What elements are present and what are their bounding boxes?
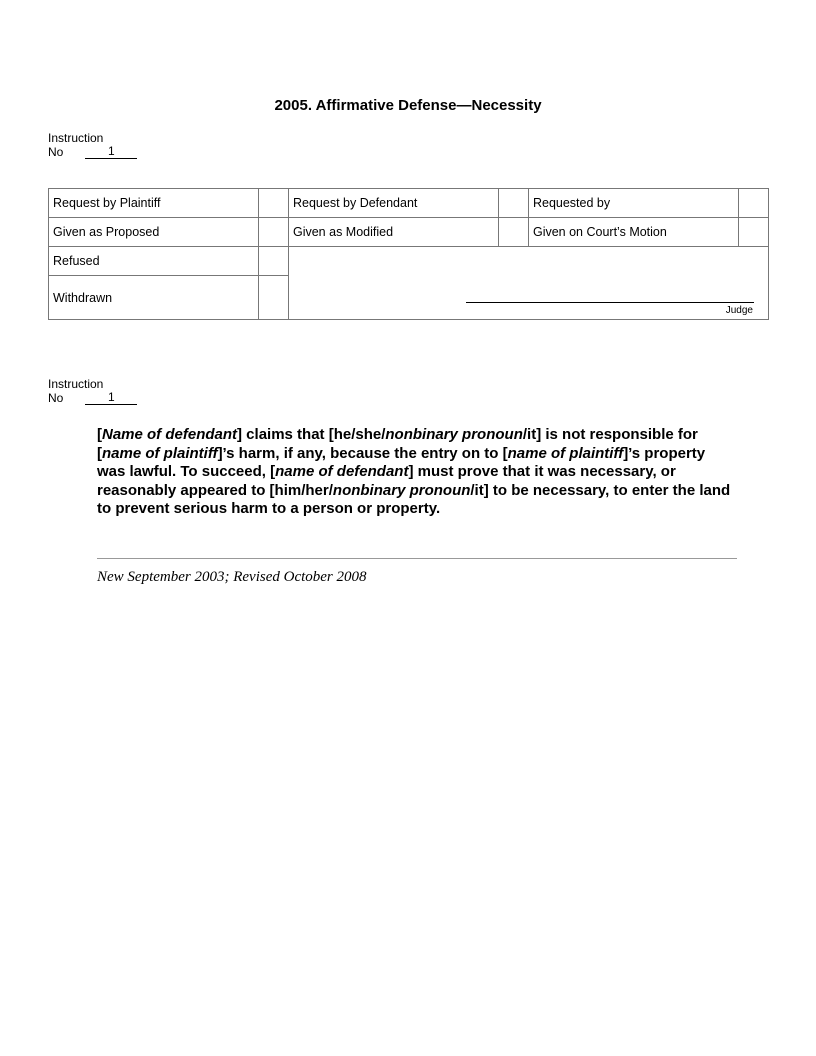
refused-label: Refused bbox=[49, 247, 259, 276]
instruction-body-text bbox=[97, 426, 737, 519]
placeholder-defendant: Name of defendant bbox=[102, 426, 238, 443]
request-by-defendant-label: Request by Defendant bbox=[288, 189, 498, 218]
judge-signature-area bbox=[288, 247, 768, 320]
instruction-label: Instruction bbox=[48, 131, 104, 145]
given-as-modified-label: Given as Modified bbox=[288, 218, 498, 247]
requested-by-label: Requested by bbox=[528, 189, 738, 218]
placeholder-plaintiff: name of plaintiff bbox=[102, 444, 218, 462]
placeholder-pronoun: nonbinary pronoun bbox=[385, 426, 523, 443]
request-by-plaintiff-label: Request by Plaintiff bbox=[49, 189, 259, 218]
text-span: /it] is not responsible for [ bbox=[97, 426, 698, 462]
given-as-proposed-checkbox[interactable] bbox=[259, 218, 289, 247]
instruction-number-block-2 bbox=[48, 377, 137, 405]
instruction-number: 1 bbox=[85, 145, 137, 159]
placeholder-plaintiff: name of plaintiff bbox=[507, 444, 624, 462]
page-title: 2005. Affirmative Defense—Necessity bbox=[274, 97, 542, 114]
instruction-no-label: No bbox=[48, 391, 64, 405]
instruction-number: 1 bbox=[85, 391, 137, 405]
judge-label: Judge bbox=[725, 305, 753, 316]
refused-checkbox[interactable] bbox=[259, 247, 289, 276]
text-span: [ bbox=[97, 426, 102, 443]
given-on-courts-motion-label: Given on Court’s Motion bbox=[528, 218, 738, 247]
request-disposition-table bbox=[48, 188, 769, 320]
revision-history: New September 2003; Revised October 2008 bbox=[97, 569, 367, 585]
instruction-number-block bbox=[48, 131, 137, 159]
given-on-courts-motion-checkbox[interactable] bbox=[739, 218, 769, 247]
text-span: ]’s harm, if any, because the entry on to [ bbox=[217, 444, 508, 462]
text-span: ] must prove that it was necessary, or reasonably appeared to [him/her/ bbox=[97, 463, 676, 499]
text-span: ]’s property was lawful. To succeed, [ bbox=[97, 444, 706, 480]
judge-signature-line[interactable] bbox=[466, 302, 754, 303]
request-by-defendant-checkbox[interactable] bbox=[499, 189, 529, 218]
given-as-modified-checkbox[interactable] bbox=[499, 218, 529, 247]
text-span: ] claims that [he/she/ bbox=[237, 426, 386, 443]
text-span: /it] to be necessary, to enter the land to prevent serious harm to a person or property. bbox=[97, 481, 731, 517]
withdrawn-label: Withdrawn bbox=[49, 276, 259, 320]
withdrawn-checkbox[interactable] bbox=[259, 276, 289, 320]
placeholder-pronoun: nonbinary pronoun bbox=[332, 481, 471, 499]
instruction-no-label: No bbox=[48, 145, 64, 159]
placeholder-defendant: name of defendant bbox=[275, 463, 409, 480]
divider bbox=[97, 558, 737, 559]
given-as-proposed-label: Given as Proposed bbox=[49, 218, 259, 247]
requested-by-checkbox[interactable] bbox=[739, 189, 769, 218]
instruction-label: Instruction bbox=[48, 377, 104, 391]
request-by-plaintiff-checkbox[interactable] bbox=[259, 189, 289, 218]
